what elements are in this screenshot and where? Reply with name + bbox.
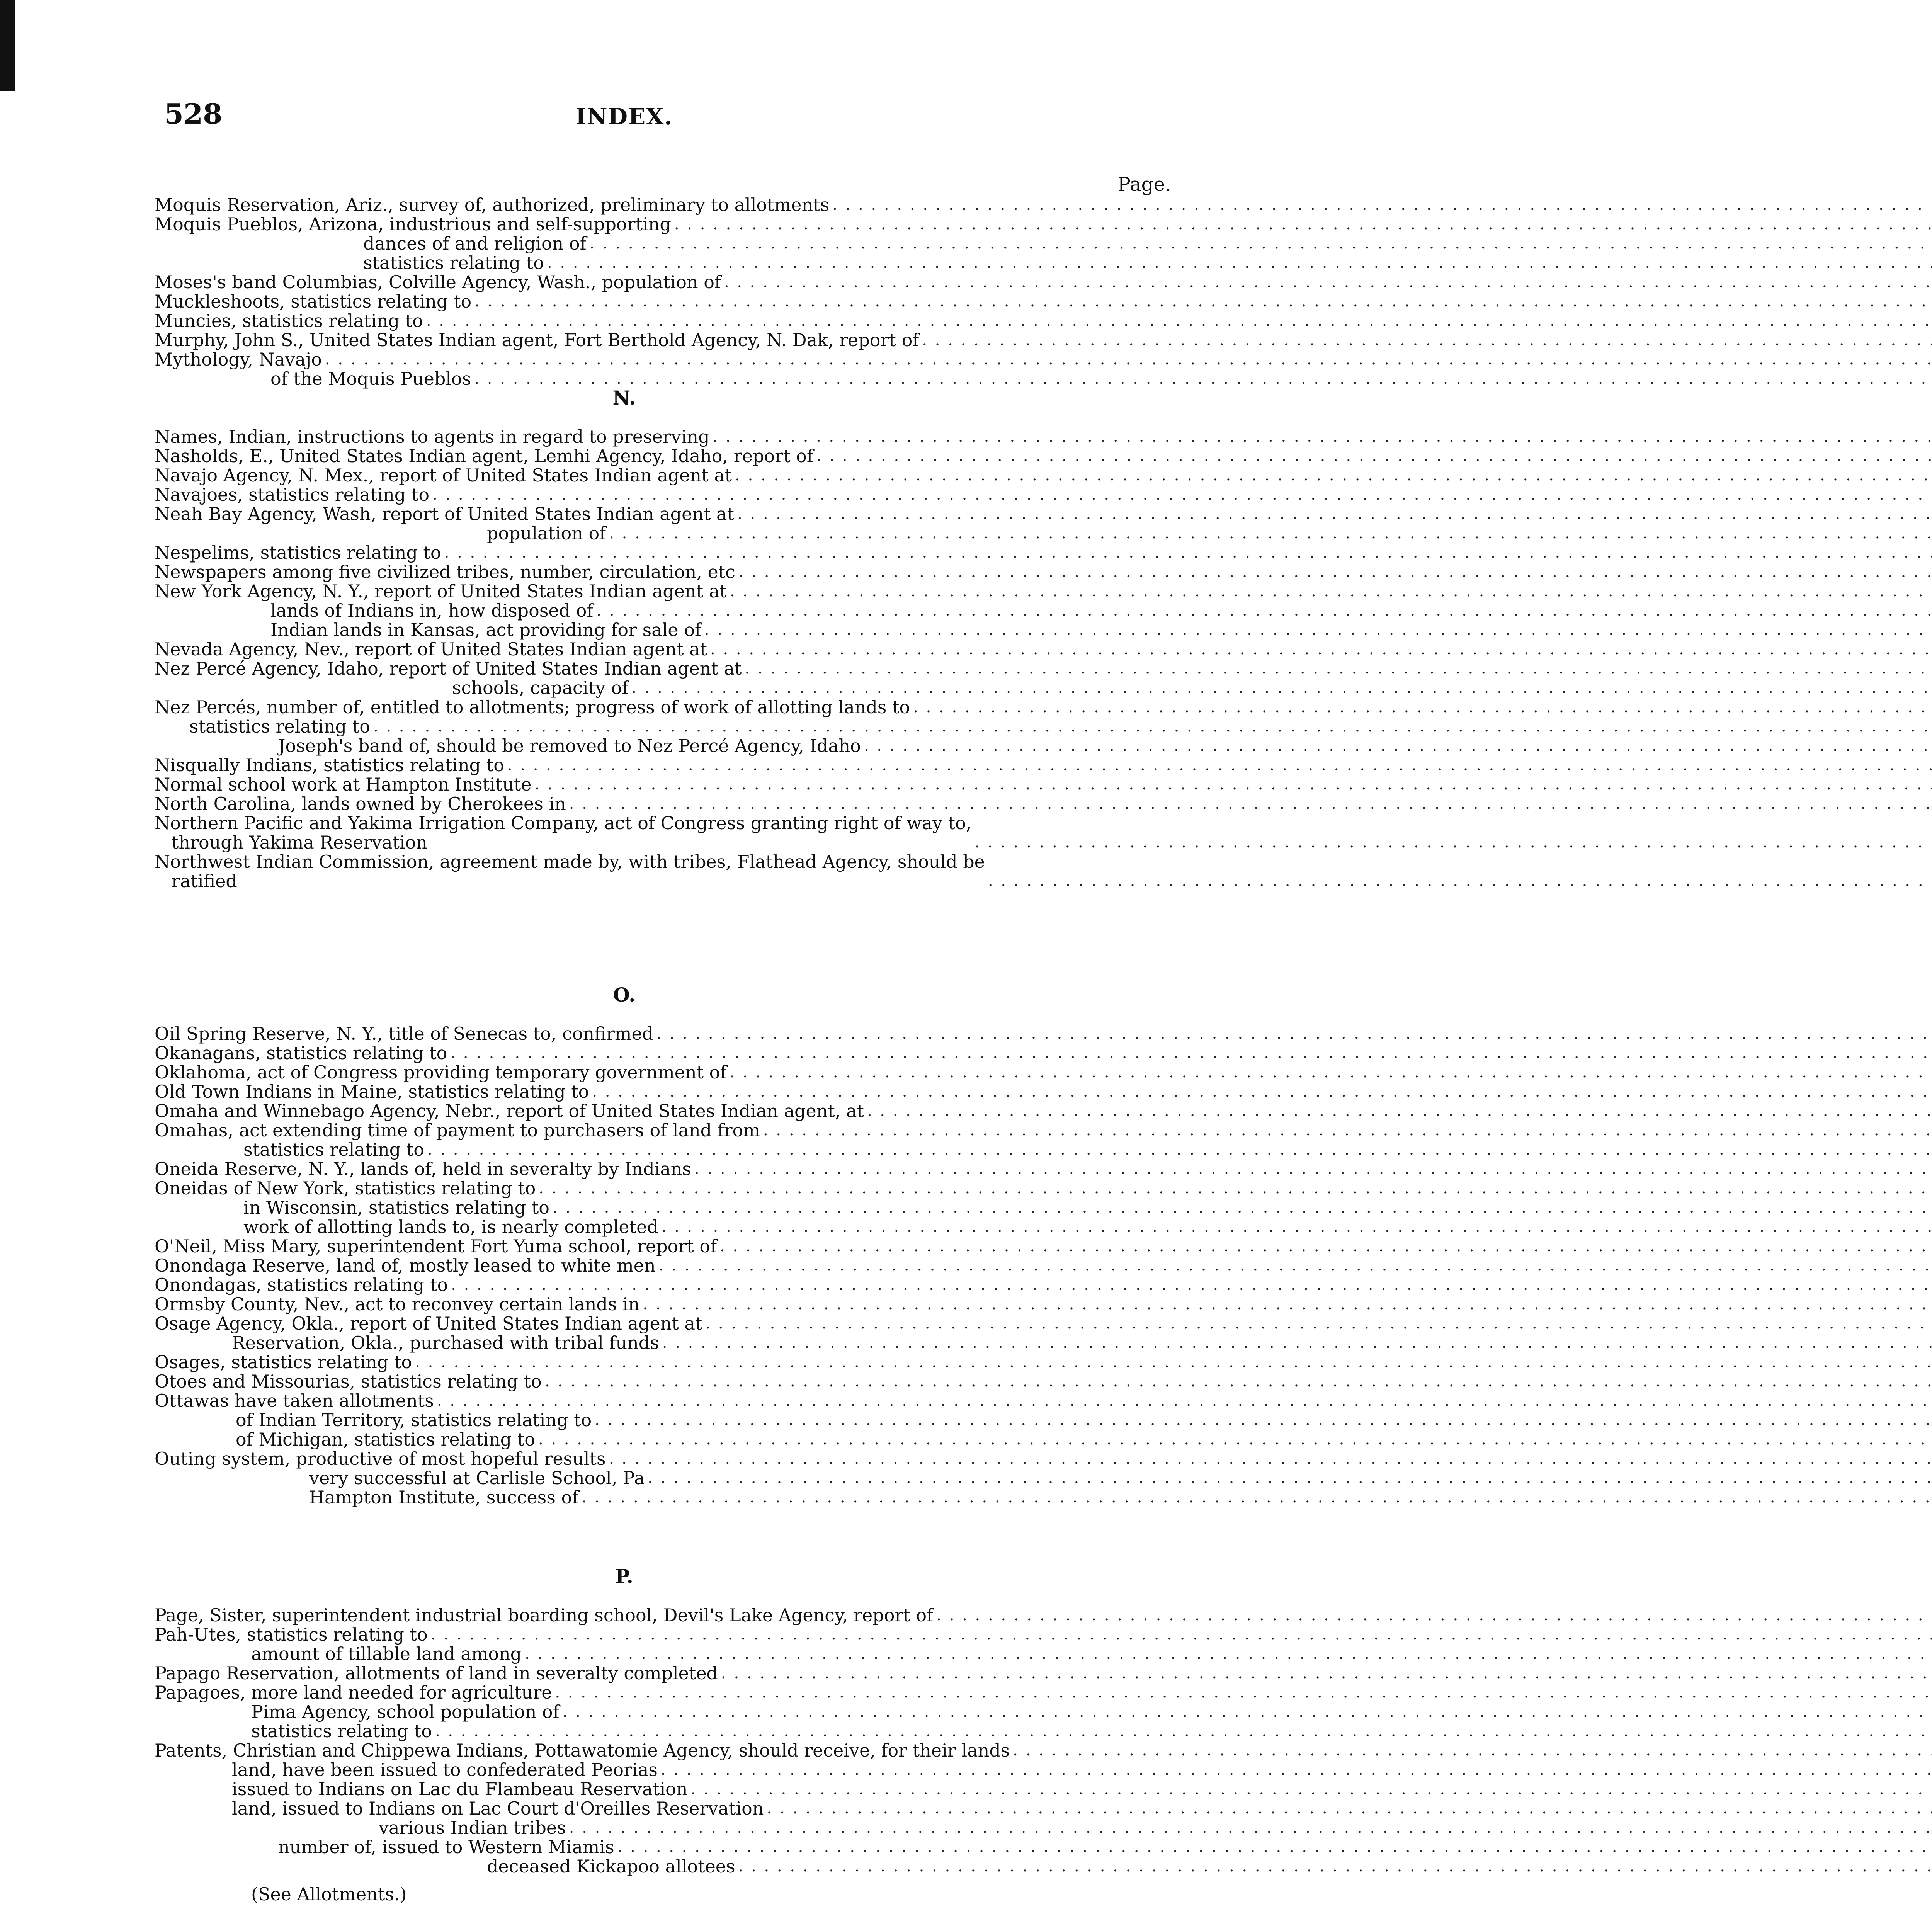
entry-text: land, have been issued to confederated Peorias (232, 1759, 658, 1780)
index-entry (155, 1275, 1171, 1294)
entry-text: Page, Sister, superintendent industrial boarding school, Devil's Lake Agency, report of (155, 1605, 934, 1626)
leader-dots (922, 330, 1932, 350)
leader-dots (816, 446, 1932, 466)
entry-text: of the Moquis Pueblos (270, 368, 471, 389)
leader-dots (936, 1605, 1932, 1625)
index-entry (155, 1314, 1171, 1333)
index-entry (155, 813, 1171, 852)
leader-dots (535, 775, 1932, 794)
leader-dots (547, 253, 1932, 272)
index-entry (155, 1333, 1171, 1352)
entry-text: Old Town Indians in Maine, statistics relating to (155, 1081, 589, 1102)
index-entry (155, 1024, 1171, 1043)
leader-dots (694, 1159, 1932, 1179)
entry-text: Papagoes, more land needed for agriculture (155, 1682, 552, 1703)
index-section (155, 427, 1171, 891)
entry-text: Omahas, act extending time of payment to purchasers of land from (155, 1120, 760, 1141)
entry-text: Nisqually Indians, statistics relating to (155, 755, 504, 776)
leader-dots (609, 1449, 1932, 1468)
index-entry (155, 794, 1171, 813)
entry-text: of Indian Territory, statistics relating to (236, 1410, 592, 1430)
index-entry (155, 1198, 1171, 1217)
entry-text: Osages, statistics relating to (155, 1352, 412, 1372)
entry-text: Muncies, statistics relating to (155, 310, 423, 331)
index-entry (155, 852, 1171, 891)
entry-text: Muckleshoots, statistics relating to (155, 291, 472, 312)
entry-text: Reservation, Okla., purchased with tribal funds (232, 1332, 659, 1353)
entry-text: Papago Reservation, allotments of land in severalty completed (155, 1663, 718, 1684)
entry-text: Names, Indian, instructions to agents in regard to preserving (155, 426, 710, 447)
entry-text: statistics relating to (189, 716, 370, 737)
entry-text: Nez Percés, number of, entitled to allotments; progress of work of allotting lands to (155, 697, 910, 718)
index-entry (155, 1683, 1171, 1702)
index-entry (155, 1605, 1171, 1625)
leader-dots (474, 292, 1932, 311)
index-entry (155, 1043, 1171, 1063)
index-entry (155, 1818, 1171, 1837)
index-entry (155, 272, 1171, 292)
entry-text: Pah-Utes, statistics relating to (155, 1624, 428, 1645)
index-entry (155, 292, 1171, 311)
entry-text: various Indian tribes (379, 1817, 566, 1838)
entry-text: Pima Agency, school population of (251, 1701, 560, 1722)
leader-dots (325, 350, 1932, 369)
index-entry (155, 1837, 1171, 1857)
entry-text: Navajoes, statistics relating to (155, 484, 430, 505)
entry-text: Oklahoma, act of Congress providing temporary government of (155, 1062, 727, 1083)
leader-dots (713, 427, 1932, 446)
index-entry (155, 1741, 1171, 1760)
index-entry (155, 369, 1171, 388)
index-entry (155, 1857, 1171, 1876)
leader-dots (988, 871, 1932, 891)
entry-text: Indian lands in Kansas, act providing for sale of (270, 619, 701, 640)
leader-dots (553, 1198, 1932, 1217)
leader-dots (674, 214, 1932, 234)
index-section (155, 195, 1171, 388)
entry-text: Northwest Indian Commission, agreement made by, with tribes, Flathead Agency, should be ratified (155, 851, 985, 891)
leader-dots (975, 833, 1932, 852)
leader-dots (767, 1799, 1932, 1818)
leader-dots (450, 1043, 1932, 1063)
index-entry (155, 485, 1171, 504)
entry-text: Otoes and Missourias, statistics relating to (155, 1371, 542, 1392)
index-entry (155, 1663, 1171, 1683)
entry-text: of Michigan, statistics relating to (236, 1429, 535, 1450)
leader-dots (539, 1179, 1932, 1198)
entry-text: New York Agency, N. Y., report of United States Indian agent at (155, 581, 727, 602)
leader-dots (590, 234, 1932, 253)
leader-dots (373, 717, 1932, 736)
entry-text: statistics relating to (243, 1139, 424, 1160)
index-entry (155, 1121, 1171, 1140)
leader-dots (596, 601, 1932, 620)
index-entry (155, 504, 1171, 524)
leader-dots (1013, 1741, 1932, 1760)
index-section (155, 1605, 1171, 1876)
index-entry (155, 330, 1171, 350)
leader-dots (730, 1063, 1932, 1082)
index-entry (155, 775, 1171, 794)
entry-text: Ottawas have taken allotments (155, 1390, 434, 1411)
entry-text: statistics relating to (363, 252, 544, 273)
entry-text: Omaha and Winnebago Agency, Nebr., report of United States Indian agent, at (155, 1100, 864, 1121)
section-letter: N. (612, 386, 636, 409)
leader-dots (738, 562, 1932, 582)
entry-text: Nasholds, E., United States Indian agent, Lemhi Agency, Idaho, report of (155, 446, 813, 466)
leader-dots (735, 466, 1932, 485)
entry-text: Northern Pacific and Yakima Irrigation Company, act of Congress granting right of way to, through Yakima Reservation (155, 813, 972, 853)
entry-text: dances of and religion of (363, 233, 587, 254)
leader-dots (426, 311, 1932, 330)
index-entry (155, 582, 1171, 601)
index-entry (155, 1352, 1171, 1372)
index-entry (155, 1760, 1171, 1779)
index-entry (155, 1063, 1171, 1082)
entry-text: Moquis Reservation, Ariz., survey of, authorized, preliminary to allotments (155, 194, 830, 215)
page-number: 528 (164, 97, 223, 130)
index-entry (155, 1644, 1171, 1663)
leader-dots (691, 1779, 1932, 1799)
leader-dots (643, 1294, 1932, 1314)
index-entry (155, 1779, 1171, 1799)
index-entry (155, 1082, 1171, 1101)
entry-text: amount of tillable land among (251, 1643, 522, 1664)
entry-text: Nevada Agency, Nev., report of United States Indian agent at (155, 639, 707, 660)
leader-dots (451, 1275, 1932, 1294)
index-entry (155, 350, 1171, 369)
entry-text: Oil Spring Reserve, N. Y., title of Senecas to, confirmed (155, 1023, 654, 1044)
leader-dots (444, 543, 1932, 562)
entry-text: schools, capacity of (452, 677, 629, 698)
page-column-label: Page. (1117, 173, 1171, 196)
leader-dots (710, 639, 1932, 659)
leader-dots (631, 678, 1932, 697)
leader-dots (555, 1683, 1932, 1702)
index-entry (155, 1372, 1171, 1391)
entry-text: Patents, Christian and Chippewa Indians, Pottawatomie Agency, should receive, for their lands (155, 1740, 1010, 1761)
see-also-note: (See Allotments.) (251, 1884, 407, 1905)
index-entry (155, 639, 1171, 659)
entry-text: Nez Percé Agency, Idaho, report of United States Indian agent at (155, 658, 742, 679)
leader-dots (563, 1702, 1932, 1721)
leader-dots (737, 504, 1932, 524)
leader-dots (648, 1468, 1932, 1488)
entry-text: Hampton Institute, success of (309, 1487, 579, 1508)
leader-dots (569, 794, 1932, 813)
index-entry (155, 1468, 1171, 1488)
leader-dots (705, 1314, 1932, 1333)
leader-dots (432, 485, 1932, 504)
entry-text: Osage Agency, Okla., report of United States Indian agent at (155, 1313, 702, 1334)
leader-dots (662, 1217, 1932, 1236)
entry-text: Normal school work at Hampton Institute (155, 774, 532, 795)
scan-edge-mark (0, 0, 15, 91)
entry-text: Nespelims, statistics relating to (155, 542, 441, 563)
index-entry (155, 543, 1171, 562)
leader-dots (582, 1488, 1932, 1507)
leader-dots (721, 1663, 1932, 1683)
leader-dots (913, 697, 1932, 717)
index-entry (155, 1159, 1171, 1179)
index-entry (155, 1236, 1171, 1256)
index-entry (155, 1294, 1171, 1314)
section-letter: O. (613, 983, 636, 1006)
entry-text: Oneidas of New York, statistics relating to (155, 1178, 536, 1199)
leader-dots (661, 1760, 1932, 1779)
index-entry (155, 736, 1171, 755)
index-entry (155, 1410, 1171, 1430)
index-entry (155, 446, 1171, 466)
entry-text: number of, issued to Western Miamis (278, 1837, 614, 1857)
leader-dots (659, 1256, 1932, 1275)
entry-text: Outing system, productive of most hopeful results (155, 1448, 606, 1469)
index-entry (155, 1488, 1171, 1507)
leader-dots (662, 1333, 1932, 1352)
leader-dots (656, 1024, 1932, 1043)
entry-text: deceased Kickapoo allotees (487, 1856, 735, 1877)
entry-text: very successful at Carlisle School, Pa (309, 1468, 645, 1488)
index-entry (155, 214, 1171, 234)
leader-dots (474, 369, 1932, 388)
leader-dots (730, 582, 1932, 601)
index-entry (155, 659, 1171, 678)
index-entry (155, 1217, 1171, 1236)
running-head: INDEX. (575, 104, 673, 130)
index-entry (155, 1101, 1171, 1121)
entry-text: Okanagans, statistics relating to (155, 1043, 447, 1063)
leader-dots (525, 1644, 1932, 1663)
index-entry (155, 755, 1171, 775)
leader-dots (415, 1352, 1932, 1372)
index-entry (155, 697, 1171, 717)
entry-text: O'Neil, Miss Mary, superintendent Fort Yuma school, report of (155, 1236, 717, 1257)
entry-text: statistics relating to (251, 1721, 432, 1742)
leader-dots (617, 1837, 1932, 1857)
entry-text: Navajo Agency, N. Mex., report of United States Indian agent at (155, 465, 732, 486)
entry-text: Onondaga Reserve, land of, mostly leased to white men (155, 1255, 656, 1276)
index-entry (155, 678, 1171, 697)
leader-dots (427, 1140, 1932, 1159)
leader-dots (431, 1625, 1932, 1644)
index-entry (155, 1625, 1171, 1644)
leader-dots (704, 620, 1932, 639)
index-entry (155, 562, 1171, 582)
entry-text: Newspapers among five civilized tribes, number, circulation, etc (155, 561, 735, 582)
entry-text: land, issued to Indians on Lac Court d'Oreilles Reservation (232, 1798, 764, 1819)
leader-dots (745, 659, 1932, 678)
index-entry (155, 620, 1171, 639)
leader-dots (545, 1372, 1932, 1391)
entry-text: North Carolina, lands owned by Cherokees in (155, 793, 566, 814)
leader-dots (763, 1121, 1932, 1140)
leader-dots (538, 1430, 1932, 1449)
entry-text: Moses's band Columbias, Colville Agency, Wash., population of (155, 272, 721, 293)
leader-dots (569, 1818, 1932, 1837)
index-entry (155, 717, 1171, 736)
index-entry (155, 1391, 1171, 1410)
leader-dots (592, 1082, 1932, 1101)
index-entry (155, 1721, 1171, 1741)
leader-dots (720, 1236, 1932, 1256)
index-entry (155, 427, 1171, 446)
entry-text: Oneida Reserve, N. Y., lands of, held in severalty by Indians (155, 1158, 692, 1179)
index-entry (155, 195, 1171, 214)
leader-dots (507, 755, 1932, 775)
leader-dots (437, 1391, 1932, 1410)
entry-text: in Wisconsin, statistics relating to (243, 1197, 549, 1218)
index-entry (155, 1702, 1171, 1721)
leader-dots (724, 272, 1932, 292)
leader-dots (609, 524, 1932, 543)
index-entry (155, 601, 1171, 620)
entry-text: lands of Indians in, how disposed of (270, 600, 594, 621)
index-entry (155, 1430, 1171, 1449)
entry-text: Onondagas, statistics relating to (155, 1274, 448, 1295)
index-entry (155, 234, 1171, 253)
entry-text: Joseph's band of, should be removed to Nez Percé Agency, Idaho (278, 735, 861, 756)
entry-text: Moquis Pueblos, Arizona, industrious and self-supporting (155, 214, 671, 235)
entry-text: population of (487, 523, 606, 544)
index-entry (155, 524, 1171, 543)
leader-dots (435, 1721, 1932, 1741)
entry-text: Ormsby County, Nev., act to reconvey certain lands in (155, 1294, 640, 1315)
leader-dots (595, 1410, 1932, 1430)
index-entry (155, 253, 1171, 272)
leader-dots (832, 195, 1932, 214)
leader-dots (867, 1101, 1932, 1121)
index-entry (155, 1256, 1171, 1275)
index-entry (155, 1179, 1171, 1198)
entry-text: issued to Indians on Lac du Flambeau Reservation (232, 1779, 688, 1799)
index-entry (155, 1140, 1171, 1159)
index-entry (155, 1799, 1171, 1818)
leader-dots (864, 736, 1932, 755)
index-entry (155, 311, 1171, 330)
entry-text: work of allotting lands to, is nearly completed (243, 1216, 658, 1237)
section-letter: P. (615, 1565, 633, 1588)
index-section (155, 1024, 1171, 1507)
entry-text: Murphy, John S., United States Indian agent, Fort Berthold Agency, N. Dak, report of (155, 330, 919, 350)
entry-text: Neah Bay Agency, Wash, report of United States Indian agent at (155, 503, 734, 524)
index-entry (155, 1449, 1171, 1468)
entry-text: Mythology, Navajo (155, 349, 322, 370)
leader-dots (738, 1857, 1932, 1876)
index-entry (155, 466, 1171, 485)
